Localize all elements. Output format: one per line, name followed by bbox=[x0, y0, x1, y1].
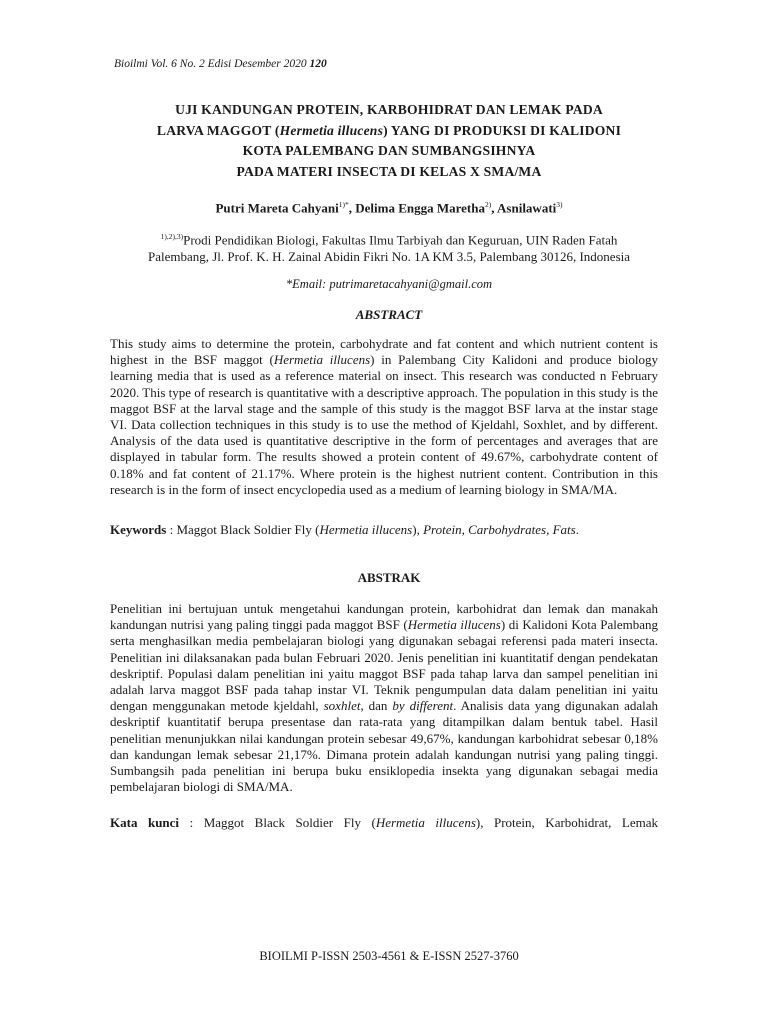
author-1-mark: 1)* bbox=[338, 200, 349, 209]
author-2-mark: 2) bbox=[484, 200, 492, 209]
running-head bbox=[114, 58, 327, 70]
keywords bbox=[110, 522, 658, 538]
affiliation-mark: 1),2),3) bbox=[160, 232, 184, 241]
abstract-english bbox=[110, 336, 658, 498]
abstract-id-by-different: by different bbox=[392, 698, 454, 714]
kata-kunci-label: Kata kunci bbox=[110, 815, 180, 830]
abstract-id-part-1: Penelitian ini bertujuan untuk mengetahui kandungan protein, karbohidrat dan lemak dan manakah kandungan nutrisi yang paling tinggi pada maggot BSF ( bbox=[110, 601, 658, 633]
keywords-text-2: ), bbox=[412, 522, 424, 537]
abstract-id-soxhlet: soxhlet bbox=[323, 698, 361, 714]
title-line-1: UJI KANDUNGAN PROTEIN, KARBOHIDRAT DAN LEMAK PADA bbox=[175, 102, 603, 117]
title-species: Hermetia illucens bbox=[279, 122, 384, 138]
author-2: Delima Engga Maretha bbox=[355, 200, 485, 216]
author-sep-1: , bbox=[348, 200, 356, 216]
author-1: Putri Mareta Cahyani bbox=[215, 200, 339, 216]
journal-info: Bioilmi Vol. 6 No. 2 Edisi Desember 2020 bbox=[114, 58, 310, 70]
abstrak-heading: ABSTRAK bbox=[357, 570, 421, 585]
title-line-2-post: ) YANG DI PRODUKSI DI KALIDONI bbox=[383, 122, 622, 138]
author-3: Asnilawati bbox=[497, 200, 557, 216]
abstract-en-species: Hermetia illucens bbox=[273, 352, 371, 368]
affiliation-line-2: Palembang, Jl. Prof. K. H. Zainal Abidin Fikri No. 1A KM 3.5, Palembang 30126, Indonesia bbox=[147, 249, 631, 265]
keywords-terms: Protein, Carbohydrates, Fats bbox=[423, 522, 576, 537]
abstract-indonesian bbox=[110, 601, 658, 795]
abstract-en-part-1: This study aims to determine the protein, carbohydrate and fat content and which nutrient content is highest in the BSF maggot ( bbox=[110, 336, 658, 368]
abstract-id-part-2: ) di Kalidoni Kota Palembang serta menghasilkan media pembelajaran biologi yang digunakan sebagai referensi pada materi insecta. Penelitian ini dilaksanakan pada bulan Februari 2020. Jenis penelitian ini kuantitatif dengan pendekatan deskriptif. Populasi dalam penelitian ini yaitu maggot BSF pada tahap larva dan sampel penelitian ini adalah larva maggot BSF pada tahap instar VI. Teknik pengumpulan data dalam penelitian ini yaitu dengan menggunakan metode kjeldahl, bbox=[110, 617, 659, 714]
page-footer: BIOILMI P-ISSN 2503-4561 & E-ISSN 2527-3760 bbox=[259, 949, 519, 963]
kata-kunci-text-1: : Maggot Black Soldier Fly ( bbox=[179, 815, 376, 830]
author-3-mark: 3) bbox=[556, 200, 563, 209]
paper-title bbox=[100, 100, 678, 182]
title-line-2-pre: LARVA MAGGOT ( bbox=[156, 122, 280, 138]
title-line-2 bbox=[100, 121, 678, 142]
abstract-id-species: Hermetia illucens bbox=[407, 617, 501, 633]
abstract-heading: ABSTRACT bbox=[355, 307, 423, 322]
kata-kunci bbox=[110, 815, 658, 831]
kata-kunci-text-2: ), Protein, Karbohidrat, Lemak bbox=[475, 815, 658, 830]
page-number: 120 bbox=[309, 58, 327, 70]
abstract-id-part-3: , dan bbox=[360, 698, 393, 714]
abstract-id-part-4: . Analisis data yang digunakan adalah deskriptif kuantitatif berupa presentase dan rata-rata yang ditampilkan dalam bentuk tabel. Hasil penelitian menunjukkan nilai kandungan protein sebesar 49,67%, kandungan karbohidrat sebesar 0,18% dan kandungan lemak sebesar 21,17%. Dimana protein adalah kandungan nutrisi yang paling tinggi. Sumbangsih pada penelitian ini berupa buku ensiklopedia insekta yang digunakan sebagai media pembelajaran biologi di SMA/MA. bbox=[110, 698, 658, 795]
affiliation-text-1: Prodi Pendidikan Biologi, Fakultas Ilmu Tarbiyah dan Keguruan, UIN Raden Fatah bbox=[183, 232, 618, 248]
keywords-label: Keywords bbox=[110, 522, 167, 537]
affiliation bbox=[100, 228, 678, 265]
keywords-species: Hermetia illucens bbox=[319, 522, 413, 537]
kata-kunci-species: Hermetia illucens bbox=[375, 815, 476, 830]
title-line-3: KOTA PALEMBANG DAN SUMBANGSIHNYA bbox=[242, 143, 536, 158]
author-list bbox=[100, 200, 678, 216]
keywords-end: . bbox=[575, 522, 579, 537]
corresponding-email: *Email: putrimaretacahyani@gmail.com bbox=[285, 277, 493, 291]
author-sep-2: , bbox=[491, 200, 498, 216]
title-line-4: PADA MATERI INSECTA DI KELAS X SMA/MA bbox=[236, 163, 542, 179]
keywords-text-1: : Maggot Black Soldier Fly ( bbox=[166, 522, 320, 537]
abstract-en-part-2: ) in Palembang City Kalidoni and produce biology learning media that is used as a reference material on insect. This research was conducted n February 2020. This type of research is quantitative with a descriptive approach. The population in this study is the maggot BSF at the larval stage and the sample of this study is the maggot BSF larva at the instar stage VI. Data collection techniques in this study is to use the method of Kjeldahl, Soxhlet, and by different. Analysis of the data used is quantitative descriptive in the form of percentages and averages that are displayed in tabular form. The results showed a protein content of 49.67%, carbohydrate content of 0.18% and fat content of 21.17%. Where protein is the highest nutrient content. Contribution in this research is in the form of insect encyclopedia used as a medium of learning biology in SMA/MA. bbox=[110, 352, 658, 497]
affiliation-line-1 bbox=[100, 228, 678, 248]
